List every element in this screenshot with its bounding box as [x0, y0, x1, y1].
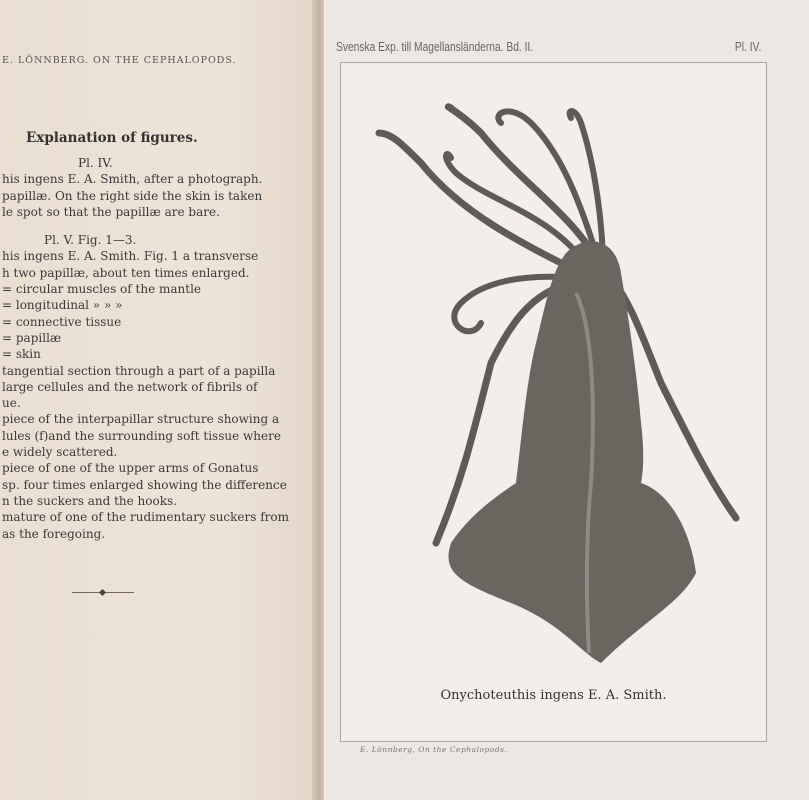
plate-caption: Onychoteuthis ingens E. A. Smith.: [440, 688, 667, 703]
text-line: piece of one of the upper arms of Gonatus: [2, 461, 259, 476]
text-line: [2, 220, 307, 232]
explanation-text: [2, 155, 307, 542]
text-line: e widely scattered.: [2, 445, 118, 460]
text-line: papillæ. On the right side the skin is taken: [2, 188, 263, 203]
text-line: large cellules and the network of fibrils of: [2, 379, 258, 394]
text-line: his ingens E. A. Smith, after a photograph.: [2, 172, 263, 187]
running-head-right: Svenska Exp. till Magellansländerna. Bd. II.: [336, 40, 534, 54]
text-line: sp. four times enlarged showing the difference: [2, 477, 287, 492]
plate-heading: Pl. V. Fig. 1—3.: [44, 233, 137, 248]
text-line: = longitudinal » » »: [2, 298, 123, 313]
text-line: tangential section through a part of a papilla: [2, 363, 276, 378]
plate-footer: E. Lönnberg, On the Cephalopods.: [360, 745, 508, 754]
text-line: h two papillæ, about ten times enlarged.: [2, 265, 250, 280]
plate-frame: [340, 62, 767, 742]
text-line: ue.: [2, 396, 21, 411]
explanation-title: Explanation of figures.: [26, 130, 198, 146]
text-line: = circular muscles of the mantle: [2, 282, 202, 297]
text-line: = connective tissue: [2, 314, 122, 329]
right-page: [324, 0, 809, 800]
text-line: le spot so that the papillæ are bare.: [2, 204, 220, 219]
squid-illustration: [341, 63, 766, 741]
text-line: piece of the interpapillar structure showing a: [2, 412, 280, 427]
text-line: his ingens E. A. Smith. Fig. 1 a transverse: [2, 249, 259, 264]
text-line: mature of one of the rudimentary suckers from: [2, 510, 290, 525]
running-head-left: E. LÖNNBERG. ON THE CEPHALOPODS.: [2, 55, 237, 66]
left-page: [0, 0, 318, 800]
plate-heading: Pl. IV.: [78, 156, 113, 170]
text-line: = papillæ: [2, 330, 62, 345]
ornament-divider: [72, 592, 134, 593]
text-line: as the foregoing.: [2, 526, 106, 541]
text-line: = skin: [2, 347, 41, 362]
plate-number: Pl. IV.: [734, 40, 762, 54]
text-line: lules (f)and the surrounding soft tissue where: [2, 428, 281, 443]
text-line: n the suckers and the hooks.: [2, 493, 177, 508]
